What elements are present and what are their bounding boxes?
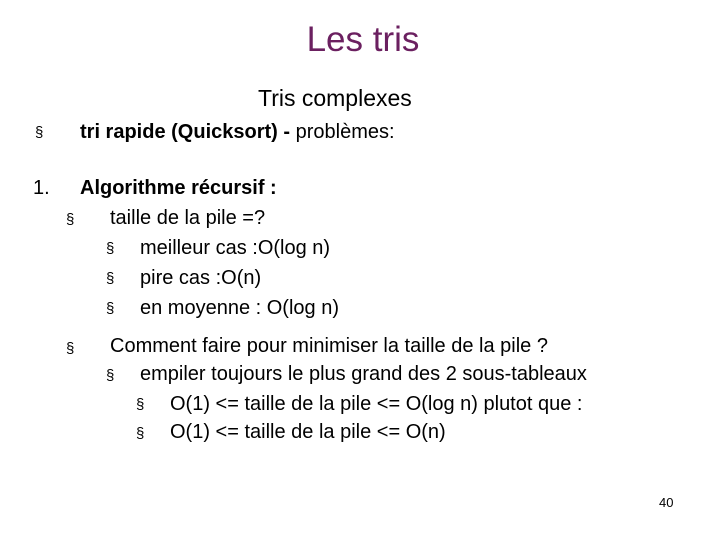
quicksort-label: tri rapide (Quicksort) - [80, 121, 296, 143]
list-item: Comment faire pour minimiser la taille de la pile ? [110, 335, 548, 357]
list-number: 1. [33, 177, 50, 199]
slide-title: Les tris [306, 20, 420, 59]
page-number: 40 [659, 495, 674, 510]
list-item: en moyenne : O(log n) [140, 297, 339, 319]
list-item: pire cas :O(n) [140, 267, 262, 289]
list-item: meilleur cas :O(log n) [140, 237, 331, 259]
bullet-marker: § [136, 425, 145, 442]
list-item: taille de la pile =? [110, 207, 266, 229]
bullet-marker: § [66, 340, 75, 357]
bullet-marker: § [136, 396, 145, 413]
slide-subtitle: Tris complexes [258, 85, 412, 111]
bullet-marker: § [106, 367, 115, 384]
list-item: O(1) <= taille de la pile <= O(log n) plutot que : [170, 393, 583, 415]
bullet-marker: § [35, 124, 44, 141]
bullet-marker: § [106, 240, 115, 257]
bullet-marker: § [106, 300, 115, 317]
recursive-algorithm-heading: Algorithme récursif : [80, 177, 277, 199]
bullet-marker: § [66, 211, 75, 228]
bullet-quicksort-problems [80, 122, 395, 142]
bullet-marker: § [106, 270, 115, 287]
list-item: O(1) <= taille de la pile <= O(n) [170, 421, 446, 443]
problems-label: problèmes: [295, 121, 395, 143]
list-item: empiler toujours le plus grand des 2 sous-tableaux [140, 363, 587, 385]
